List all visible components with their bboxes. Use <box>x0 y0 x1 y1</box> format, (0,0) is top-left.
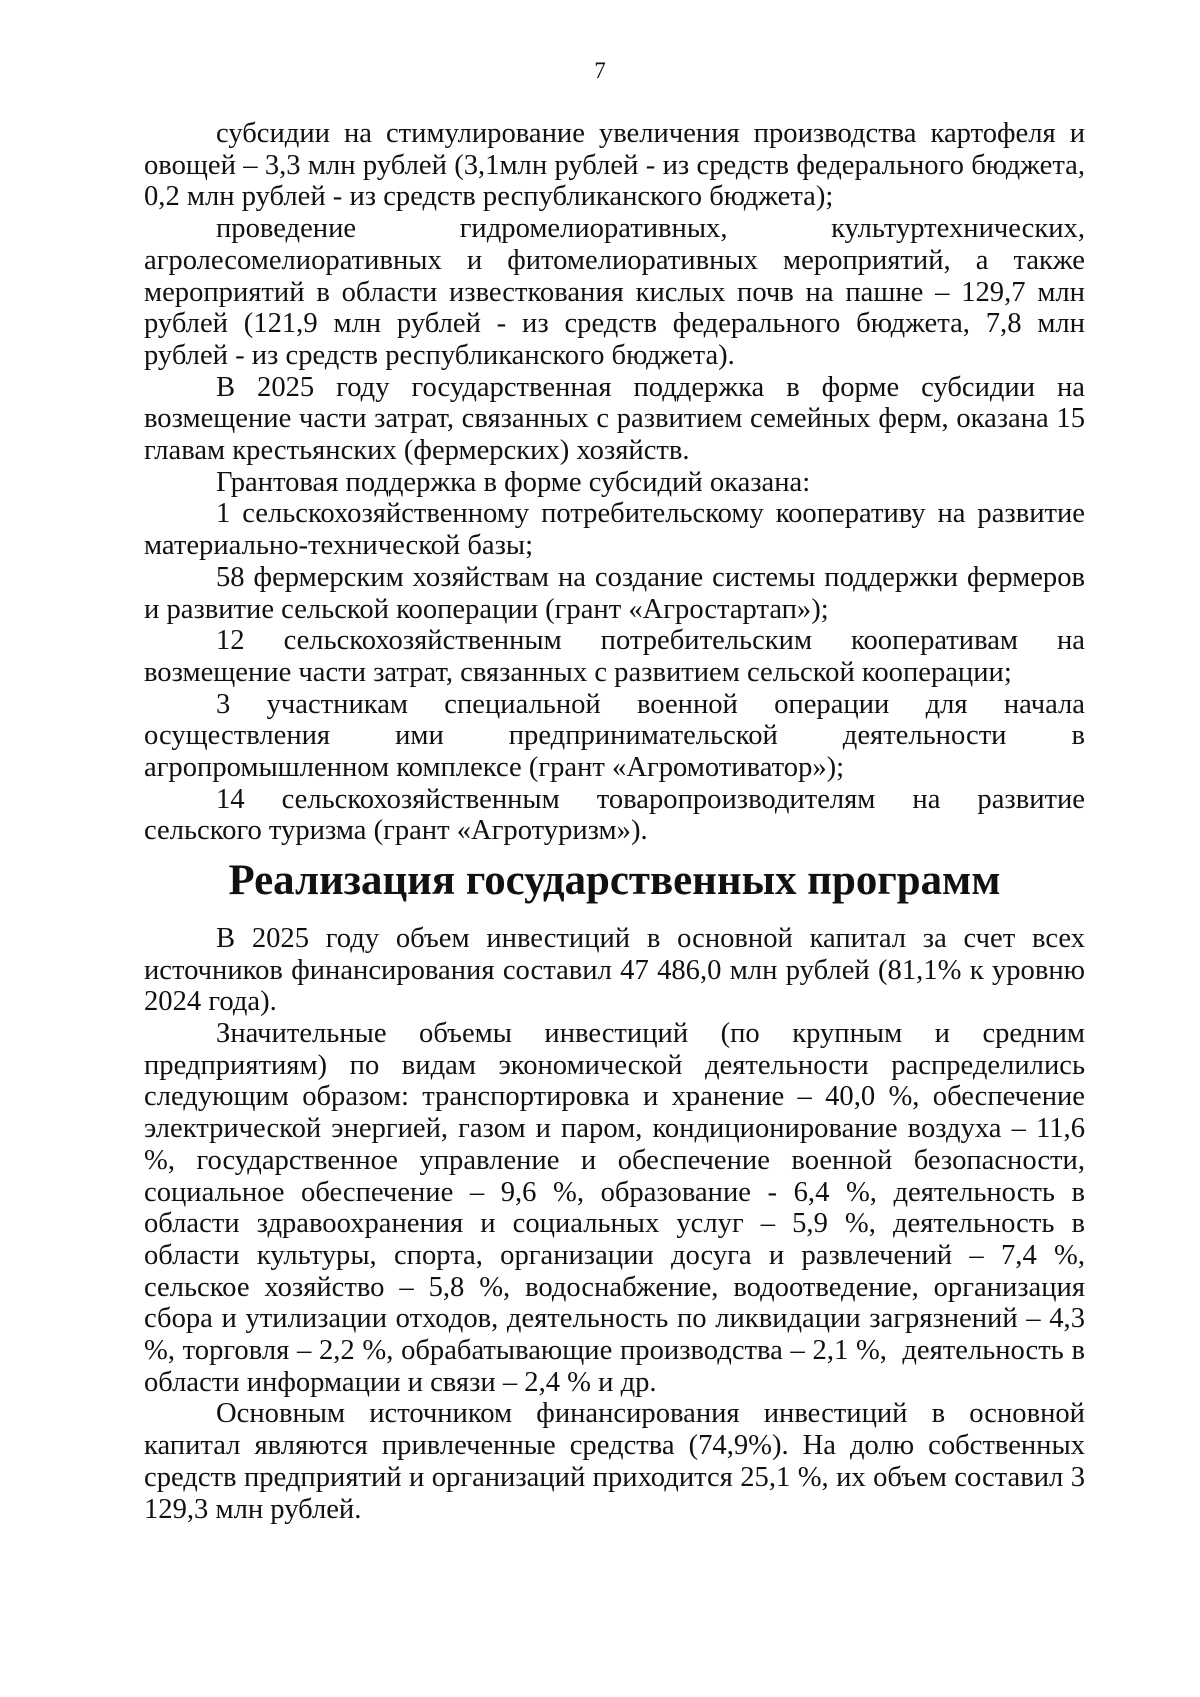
paragraph-investment-volume: В 2025 году объем инвестиций в основной капитал за счет всех источников финансирования составил 47 486,0 млн рублей (81,1% к уровню 2024 года). <box>144 922 1085 1018</box>
page-number: 7 <box>594 58 606 83</box>
paragraph-financing-sources: Основным источником финансирования инвестиций в основной капитал являются привлеченные средства (74,9%). На долю собственных средств предприятий и организаций приходится 25,1 %, их объем составил 3 129,3 млн рублей. <box>144 1398 1085 1525</box>
paragraph-agrostartup-grant: 58 фермерским хозяйствам на создание системы поддержки фермеров и развитие сельской кооперации (грант «Агростартап»); <box>144 561 1085 625</box>
section-heading-state-programs: Реализация государственных программ <box>228 857 1001 905</box>
paragraph-investment-distribution: Значительные объемы инвестиций (по крупным и средним предприятиям) по видам экономической деятельности распределились следующим образом: транспортировка и хранение – 40,0 %, обеспечение электрической энергией, газом и паром, кондиционирование воздуха – 11,6 %, государственное управление и обеспечение военной безопасности, социальное обеспечение – 9,6 %, образование - 6,4 %, деятельность в области здравоохранения и социальных услуг – 5,9 %, деятельность в области культуры, спорта, организации досуга и развлечений – 7,4 %, сельское хозяйство – 5,8 %, водоснабжение, водоотведение, организация сбора и утилизации отходов, деятельность по ликвидации загрязнений – 4,3 %, торговля – 2,2 %, обрабатывающие производства – 2,1 %, деятельность в области информации и связи – 2,4 % и др. <box>144 1017 1093 1398</box>
paragraph-agromotivator-grant: 3 участникам специальной военной операции для начала осуществления ими предпринимательской деятельности в агропромышленном комплексе (грант «Агромотиватор»); <box>144 688 1085 784</box>
paragraph-potato-vegetables-subsidy: субсидии на стимулирование увеличения производства картофеля и овощей – 3,3 млн рублей (3,1млн рублей - из средств федерального бюджета, 0,2 млн рублей - из средств республиканского бюджета); <box>144 118 1085 213</box>
paragraph-cooperative-material-base: 1 сельскохозяйственному потребительскому кооперативу на развитие материально-технической базы; <box>144 498 1085 562</box>
paragraph-grant-support-intro: Грантовая поддержка в форме субсидий оказана: <box>216 466 811 498</box>
page-content <box>144 118 1093 1525</box>
paragraph-family-farms-support: В 2025 году государственная поддержка в форме субсидии на возмещение части затрат, связанных с развитием семейных ферм, оказана 15 главам крестьянских (фермерских) хозяйств. <box>144 371 1085 467</box>
paragraph-cooperatives-compensation: 12 сельскохозяйственным потребительским кооперативам на возмещение части затрат, связанных с развитием сельской кооперации; <box>144 625 1085 688</box>
paragraph-melioration-measures: проведение гидромелиоративных, культуртехнических, агролесомелиоративных и фитомелиоративных мероприятий, а также мероприятий в области известкования кислых почв на пашне – 129,7 млн рублей (121,9 млн рублей - из средств федерального бюджета, 7,8 млн рублей - из средств республиканского бюджета). <box>144 213 1085 371</box>
paragraph-agrotourism-grant: 14 сельскохозяйственным товаропроизводителям на развитие сельского туризма (грант «Агротуризм»). <box>144 783 1085 847</box>
